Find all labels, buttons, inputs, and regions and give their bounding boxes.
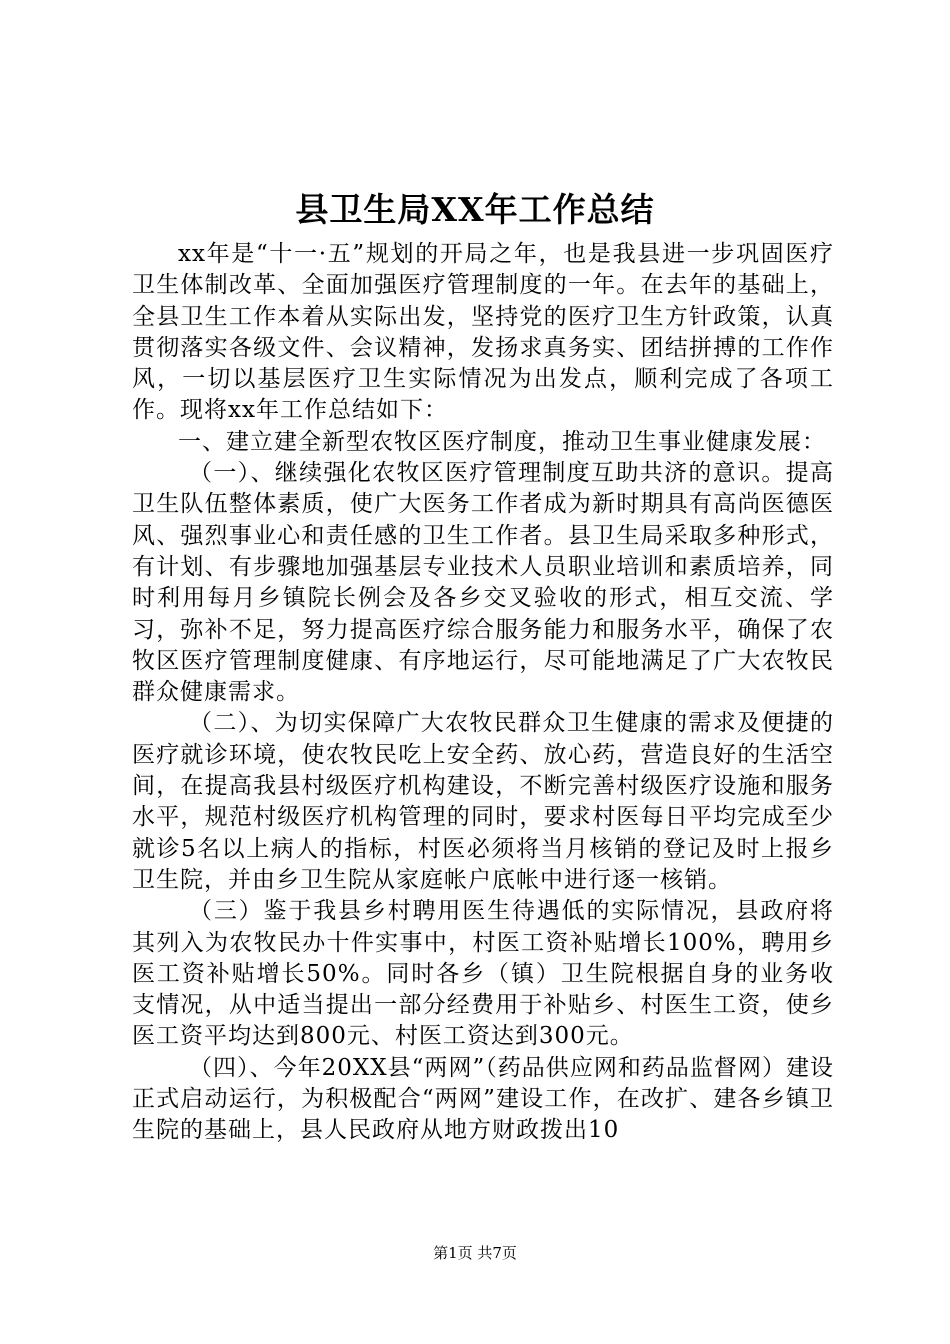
- document-body: [132, 239, 834, 1147]
- document-title: 县卫生局XX年工作总结: [295, 190, 655, 229]
- page-number-footer: 第1页 共7页: [433, 1244, 517, 1262]
- paragraph: （二）、为切实保障广大农牧民群众卫生健康的需求及便捷的医疗就诊环境，使农牧民吃上安全药、放心药，营造良好的生活空间，在提高我县村级医疗机构建设，不断完善村级医疗设施和服务水平，规范村级医疗机构管理的同时，要求村医每日平均完成至少就诊5名以上病人的指标，村医必须将当月核销的登记及时上报乡卫生院，并由乡卫生院从家庭帐户底帐中进行逐一核销。: [132, 710, 834, 893]
- section-heading: 一、建立建全新型农牧区医疗制度，推动卫生事业健康发展：: [178, 428, 826, 455]
- paragraph: （一）、继续强化农牧区医疗管理制度互助共济的意识。提高卫生队伍整体素质，使广大医务工作者成为新时期具有高尚医德医风、强烈事业心和责任感的卫生工作者。县卫生局采取多种形式，有计划、有步骤地加强基层专业技术人员职业培训和素质培养，同时利用每月乡镇院长例会及各乡交叉验收的形式，相互交流、学习，弥补不足，努力提高医疗综合服务能力和服务水平，确保了农牧区医疗管理制度健康、有序地运行，尽可能地满足了广大农牧民群众健康需求。: [132, 460, 834, 706]
- paragraph: xx年是“十一·五”规划的开局之年，也是我县进一步巩固医疗卫生体制改革、全面加强医疗管理制度的一年。在去年的基础上，全县卫生工作本着从实际出发，坚持党的医疗卫生方针政策，认真贯彻落实各级文件、会议精神，发扬求真务实、团结拼搏的工作作风，一切以基层医疗卫生实际情况为出发点，顺利完成了各项工作。现将xx年工作总结如下：: [132, 241, 834, 424]
- paragraph: （四）、今年20XX县“两网”（药品供应网和药品监督网）建设正式启动运行，为积极配合“两网”建设工作，在改扩、建各乡镇卫生院的基础上，县人民政府从地方财政拨出10: [132, 1054, 834, 1144]
- paragraph: （三）鉴于我县乡村聘用医生待遇低的实际情况，县政府将其列入为农牧民办十件实事中，村医工资补贴增长100%，聘用乡医工资补贴增长50%。同时各乡（镇）卫生院根据自身的业务收支情况，从中适当提出一部分经费用于补贴乡、村医生工资，使乡医工资平均达到800元、村医工资达到300元。: [132, 898, 834, 1050]
